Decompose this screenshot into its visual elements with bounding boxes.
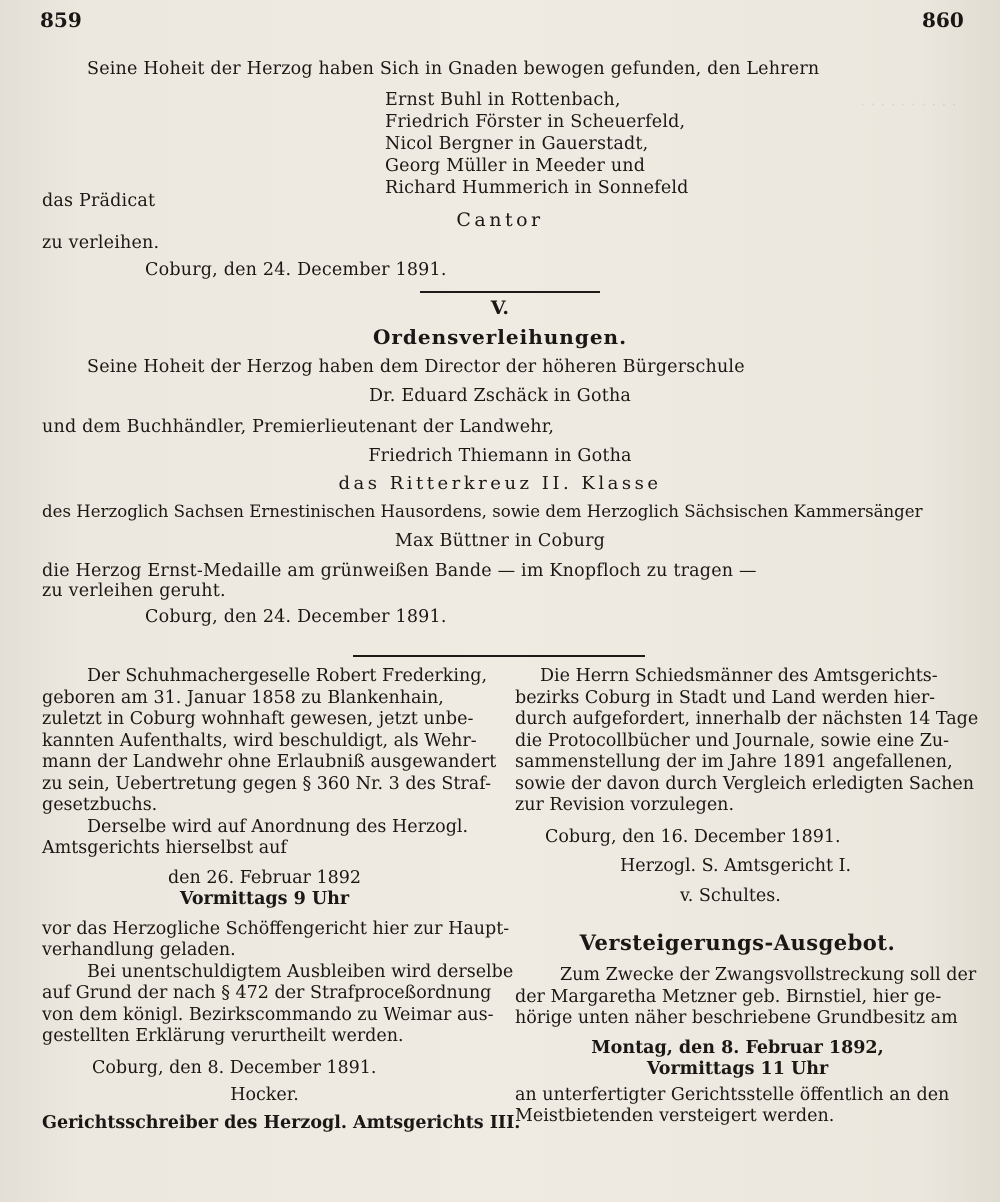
notice-line: an unterfertigter Gerichtsstelle öffentlich an den: [515, 1084, 950, 1105]
auction-notice: [515, 930, 977, 1128]
notice-line: zuletzt in Coburg wohnhaft gewesen, jetzt unbe-: [42, 709, 474, 729]
orders-line: die Herzog Ernst-Medaille am grünweißen Bande — im Knopfloch zu tragen —: [42, 561, 757, 581]
notice-line: zur Revision vorzulegen.: [515, 795, 735, 815]
notice-line: Die Herrn Schiedsmänner des Amtsgerichts-: [540, 666, 938, 686]
notice-line: der Margaretha Metzner geb. Birnstiel, hier ge-: [515, 986, 942, 1007]
notice-line: Zum Zwecke der Zwangsvollstreckung soll der: [560, 965, 977, 985]
notice-line: kannten Aufenthalts, wird beschuldigt, als Wehr-: [42, 730, 477, 751]
notice-line: Meistbietenden versteigert werden.: [515, 1106, 835, 1126]
hearing-time: Vormittags 9 Uhr: [179, 889, 350, 909]
cantor-date: Coburg, den 24. December 1891.: [145, 260, 447, 280]
orders-line: Seine Hoheit der Herzog haben dem Director der höheren Bürgerschule: [87, 357, 745, 377]
section-rule: [420, 291, 600, 293]
left-notice: [42, 666, 521, 1134]
notice-line: vor das Herzogliche Schöffengericht hier zur Haupt-: [42, 918, 510, 939]
right-notice: [515, 666, 979, 907]
notice-line: die Protocollbücher und Journale, sowie eine Zu-: [515, 730, 950, 751]
notice-date: Coburg, den 8. December 1891.: [92, 1057, 377, 1078]
auction-time: Vormittags 11 Uhr: [646, 1059, 829, 1079]
teacher-name: Nicol Bergner in Gauerstadt,: [385, 134, 649, 154]
orders-line: des Herzoglich Sachsen Ernestinischen Hausordens, sowie dem Herzoglich Sächsischen Kammersänger: [42, 502, 923, 521]
notice-line: Amtsgerichts hierselbst auf: [42, 838, 287, 858]
notice-line: gesetzbuchs.: [42, 795, 158, 815]
notice-line: sammenstellung der im Jahre 1891 angefallenen,: [515, 752, 953, 772]
teacher-name: Georg Müller in Meeder und: [385, 156, 646, 176]
teacher-name: Ernst Buhl in Rottenbach,: [385, 90, 621, 110]
notice-line: durch aufgefordert, innerhalb der nächsten 14 Tage: [515, 709, 979, 729]
notice-line: sowie der davon durch Vergleich erledigten Sachen: [515, 773, 975, 794]
notice-line: mann der Landwehr ohne Erlaubniß ausgewandert: [42, 752, 497, 772]
hearing-date: den 26. Februar 1892: [167, 867, 362, 888]
notice-line: geboren am 31. Januar 1858 zu Blankenhain,: [42, 687, 444, 708]
cantor-title: Cantor: [456, 209, 544, 231]
page-number-right: 860: [922, 8, 964, 32]
orders-line: zu verleihen geruht.: [42, 581, 226, 601]
cantor-intro: Seine Hoheit der Herzog haben Sich in Gnaden bewogen gefunden, den Lehrern: [87, 59, 820, 79]
predicate-text: das Prädicat: [42, 191, 156, 211]
notice-line: auf Grund der nach § 472 der Strafproceßordnung: [42, 983, 492, 1003]
notice-signer: v. Schultes.: [680, 885, 781, 906]
auction-body: [515, 965, 977, 1128]
notice-date: Coburg, den 16. December 1891.: [545, 826, 841, 847]
notice-line: Derselbe wird auf Anordnung des Herzogl.: [87, 816, 469, 837]
recipient-name: Friedrich Thiemann in Gotha: [368, 446, 632, 466]
notice-line: gestellten Erklärung verurtheilt werden.: [42, 1026, 404, 1046]
notice-line: bezirks Coburg in Stadt und Land werden hier-: [515, 687, 936, 708]
notice-office: Gerichtsschreiber des Herzogl. Amtsgerichts III.: [42, 1112, 521, 1133]
auction-heading: Versteigerungs-Ausgebot.: [579, 930, 896, 955]
page-number-left: 859: [40, 8, 82, 32]
notice-signer: Hocker.: [230, 1085, 299, 1105]
notice-line: verhandlung geladen.: [42, 940, 236, 960]
section-number: V.: [490, 297, 510, 319]
notice-line: Der Schuhmachergeselle Robert Frederking,: [87, 666, 488, 686]
notice-line: Bei unentschuldigtem Ausbleiben wird derselbe: [87, 961, 514, 982]
notice-court: Herzogl. S. Amtsgericht I.: [620, 856, 852, 876]
section-rule: [353, 655, 645, 657]
notice-line: zu sein, Uebertretung gegen § 360 Nr. 3 des Straf-: [42, 773, 492, 794]
order-name: das Ritterkreuz II. Klasse: [338, 473, 662, 494]
bleed-through: · · · · · · · · · ·: [860, 95, 957, 114]
notice-line: von dem königl. Bezirkscommando zu Weimar aus-: [42, 1004, 494, 1025]
recipient-name: Dr. Eduard Zschäck in Gotha: [368, 386, 632, 406]
teacher-name: Friedrich Förster in Scheuerfeld,: [385, 112, 686, 132]
recipient-name: Max Büttner in Coburg: [394, 531, 606, 551]
teacher-name: Richard Hummerich in Sonnefeld: [385, 178, 689, 198]
orders-line: und dem Buchhändler, Premierlieutenant der Landwehr,: [42, 417, 555, 437]
section-heading: Ordensverleihungen.: [372, 325, 628, 349]
auction-date: Montag, den 8. Februar 1892,: [591, 1037, 884, 1058]
orders-date: Coburg, den 24. December 1891.: [145, 607, 447, 627]
cantor-closing: zu verleihen.: [42, 233, 160, 253]
notice-line: hörige unten näher beschriebene Grundbesitz am: [515, 1008, 958, 1028]
